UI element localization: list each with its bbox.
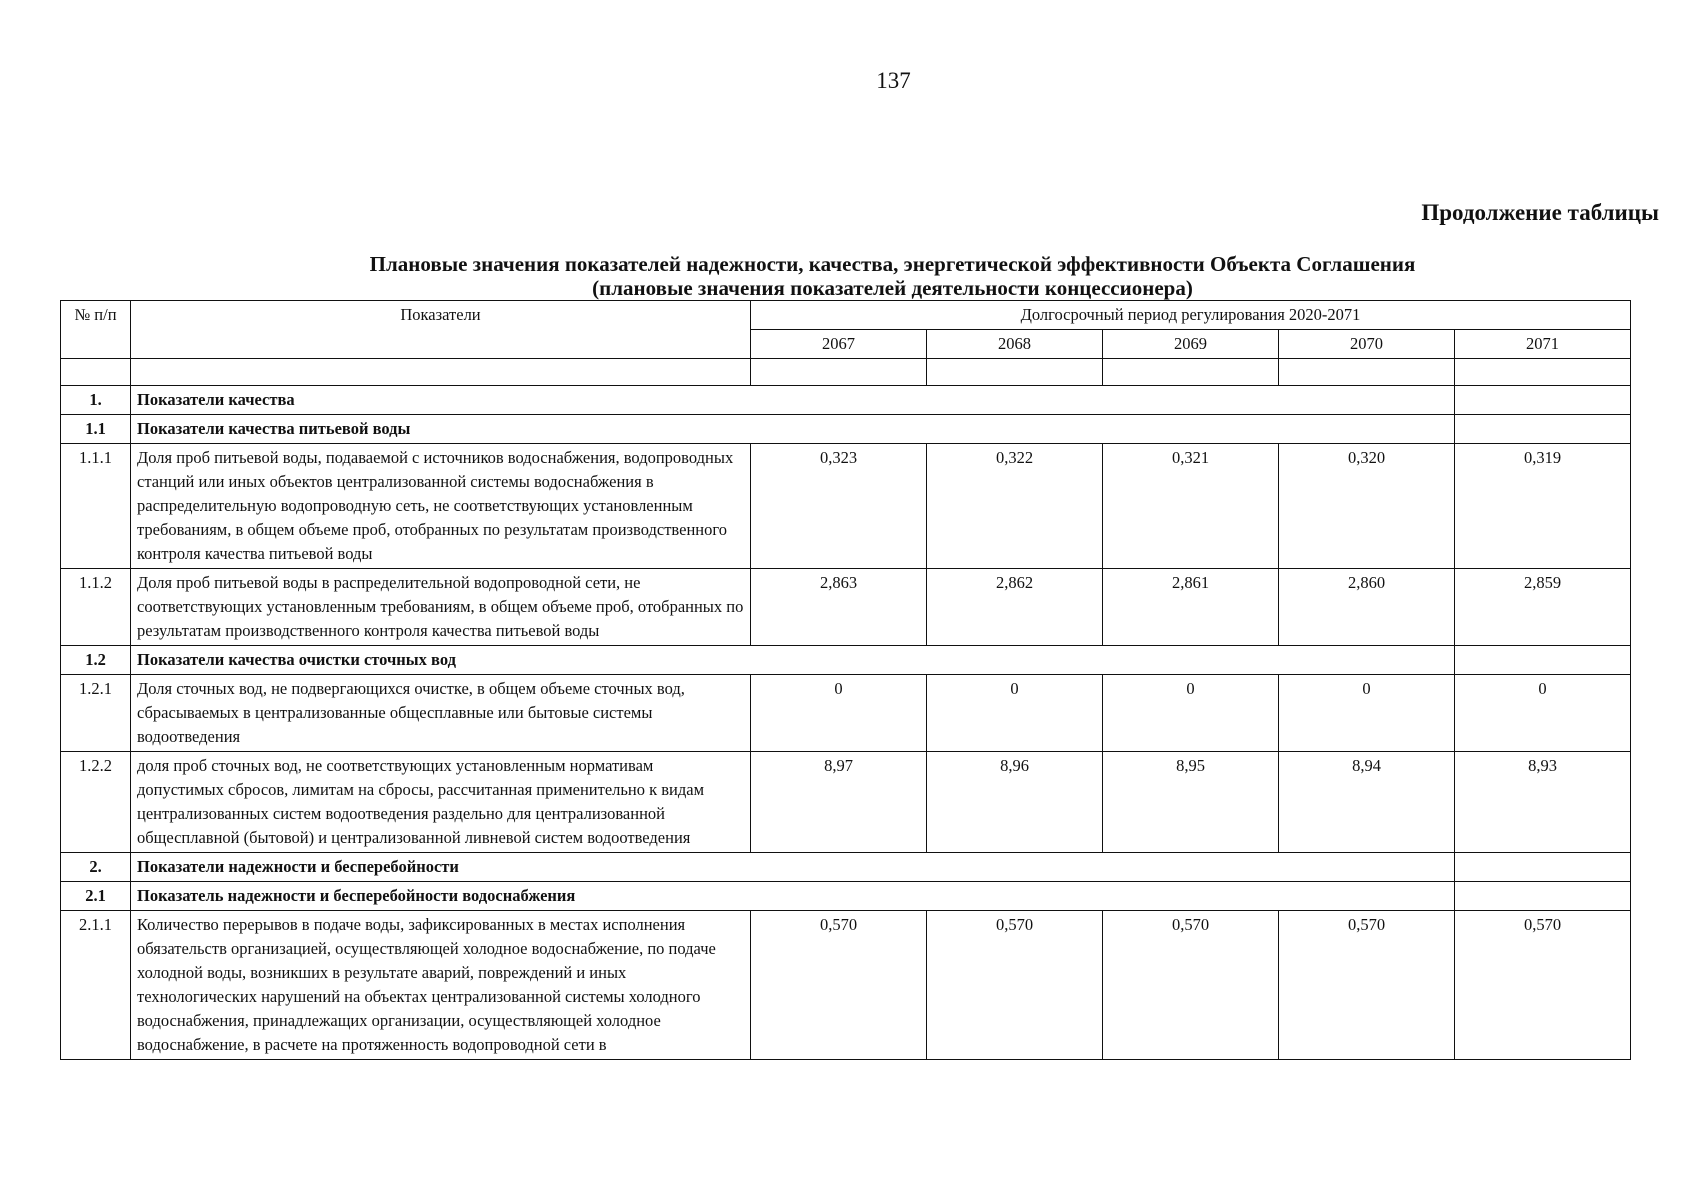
section-row [61,882,1631,911]
table-row [61,569,1631,646]
empty-row [61,359,1631,386]
value-cell: 0 [927,675,1103,752]
value-cell: 0,570 [751,911,927,1060]
value-cell: 0,322 [927,444,1103,569]
value-cell: 0,570 [1279,911,1455,1060]
table-row [61,752,1631,853]
value-cell: 0,570 [1103,911,1279,1060]
section-title: Показатели качества [131,386,1455,415]
empty-cell [1455,646,1631,675]
section-row [61,415,1631,444]
table-row [61,911,1631,1060]
indicator-text: Доля проб питьевой воды, подаваемой с источников водоснабжения, водопроводных станций или иных объектов централизованной системы водоснабжения в распределительную водопроводную сеть, не соответствующих установленным требованиям, в общем объеме проб, отобранных по результатам производственного контроля качества питьевой воды [131,444,751,569]
empty-cell [1455,853,1631,882]
value-cell: 0,320 [1279,444,1455,569]
row-number: 1. [61,386,131,415]
value-cell: 2,859 [1455,569,1631,646]
table-title-line2: (плановые значения показателей деятельности концессионера) [592,276,1193,300]
value-cell: 2,860 [1279,569,1455,646]
row-number: 1.1 [61,415,131,444]
value-cell: 8,96 [927,752,1103,853]
header-year: 2071 [1455,330,1631,359]
header-indicator: Показатели [131,301,751,359]
header-year: 2070 [1279,330,1455,359]
value-cell: 8,93 [1455,752,1631,853]
page-number: 137 [876,68,911,93]
empty-cell [1455,882,1631,911]
row-number: 1.2.2 [61,752,131,853]
table-title-line1: Плановые значения показателей надежности, качества, энергетической эффективности Объекта Соглашения [369,252,1416,276]
value-cell: 0,570 [927,911,1103,1060]
indicators-table [60,300,1631,1060]
value-cell: 0 [1103,675,1279,752]
header-num: № п/п [61,301,131,359]
section-row [61,386,1631,415]
section-title: Показатель надежности и бесперебойности водоснабжения [131,882,1455,911]
value-cell: 0 [1279,675,1455,752]
section-row [61,853,1631,882]
header-year: 2067 [751,330,927,359]
row-number: 1.1.1 [61,444,131,569]
indicator-text: Доля проб питьевой воды в распределительной водопроводной сети, не соответствующих установленным требованиям, в общем объеме проб, отобранных по результатам производственного контроля качества питьевой воды [131,569,751,646]
row-number: 1.2.1 [61,675,131,752]
value-cell: 8,97 [751,752,927,853]
indicator-text: доля проб сточных вод, не соответствующих установленным нормативам допустимых сбросов, лимитам на сбросы, рассчитанная применительно к видам централизованных систем водоотведения раздельно для централизованной общесплавной (бытовой) и централизованной ливневой систем водоотведения [131,752,751,853]
header-year: 2069 [1103,330,1279,359]
empty-cell [1455,386,1631,415]
value-cell: 0,321 [1103,444,1279,569]
table-body [61,359,1631,1060]
indicator-text: Доля сточных вод, не подвергающихся очистке, в общем объеме сточных вод, сбрасываемых в централизованные общесплавные или бытовые системы водоотведения [131,675,751,752]
empty-cell [1455,415,1631,444]
indicator-text: Количество перерывов в подаче воды, зафиксированных в местах исполнения обязательств организацией, осуществляющей холодное водоснабжение, по подаче холодной воды, возникших в результате аварий, повреждений и иных технологических нарушений на объектах централизованной системы холодного водоснабжения, принадлежащих организации, осуществляющей холодное водоснабжение, в расчете на протяженность водопроводной сети в [131,911,751,1060]
value-cell: 0,570 [1455,911,1631,1060]
row-number: 1.1.2 [61,569,131,646]
section-title: Показатели качества очистки сточных вод [131,646,1455,675]
table-row [61,444,1631,569]
value-cell: 2,861 [1103,569,1279,646]
row-number: 2.1 [61,882,131,911]
header-period: Долгосрочный период регулирования 2020-2071 [751,301,1631,330]
value-cell: 8,95 [1103,752,1279,853]
section-title: Показатели надежности и бесперебойности [131,853,1455,882]
value-cell: 0,319 [1455,444,1631,569]
table-row [61,675,1631,752]
table-title [60,252,1697,300]
continuation-label: Продолжение таблицы [1421,200,1659,225]
table-header-row [61,301,1631,330]
value-cell: 8,94 [1279,752,1455,853]
value-cell: 0 [751,675,927,752]
header-year: 2068 [927,330,1103,359]
value-cell: 2,863 [751,569,927,646]
row-number: 2. [61,853,131,882]
row-number: 2.1.1 [61,911,131,1060]
value-cell: 2,862 [927,569,1103,646]
section-row [61,646,1631,675]
value-cell: 0 [1455,675,1631,752]
section-title: Показатели качества питьевой воды [131,415,1455,444]
row-number: 1.2 [61,646,131,675]
value-cell: 0,323 [751,444,927,569]
